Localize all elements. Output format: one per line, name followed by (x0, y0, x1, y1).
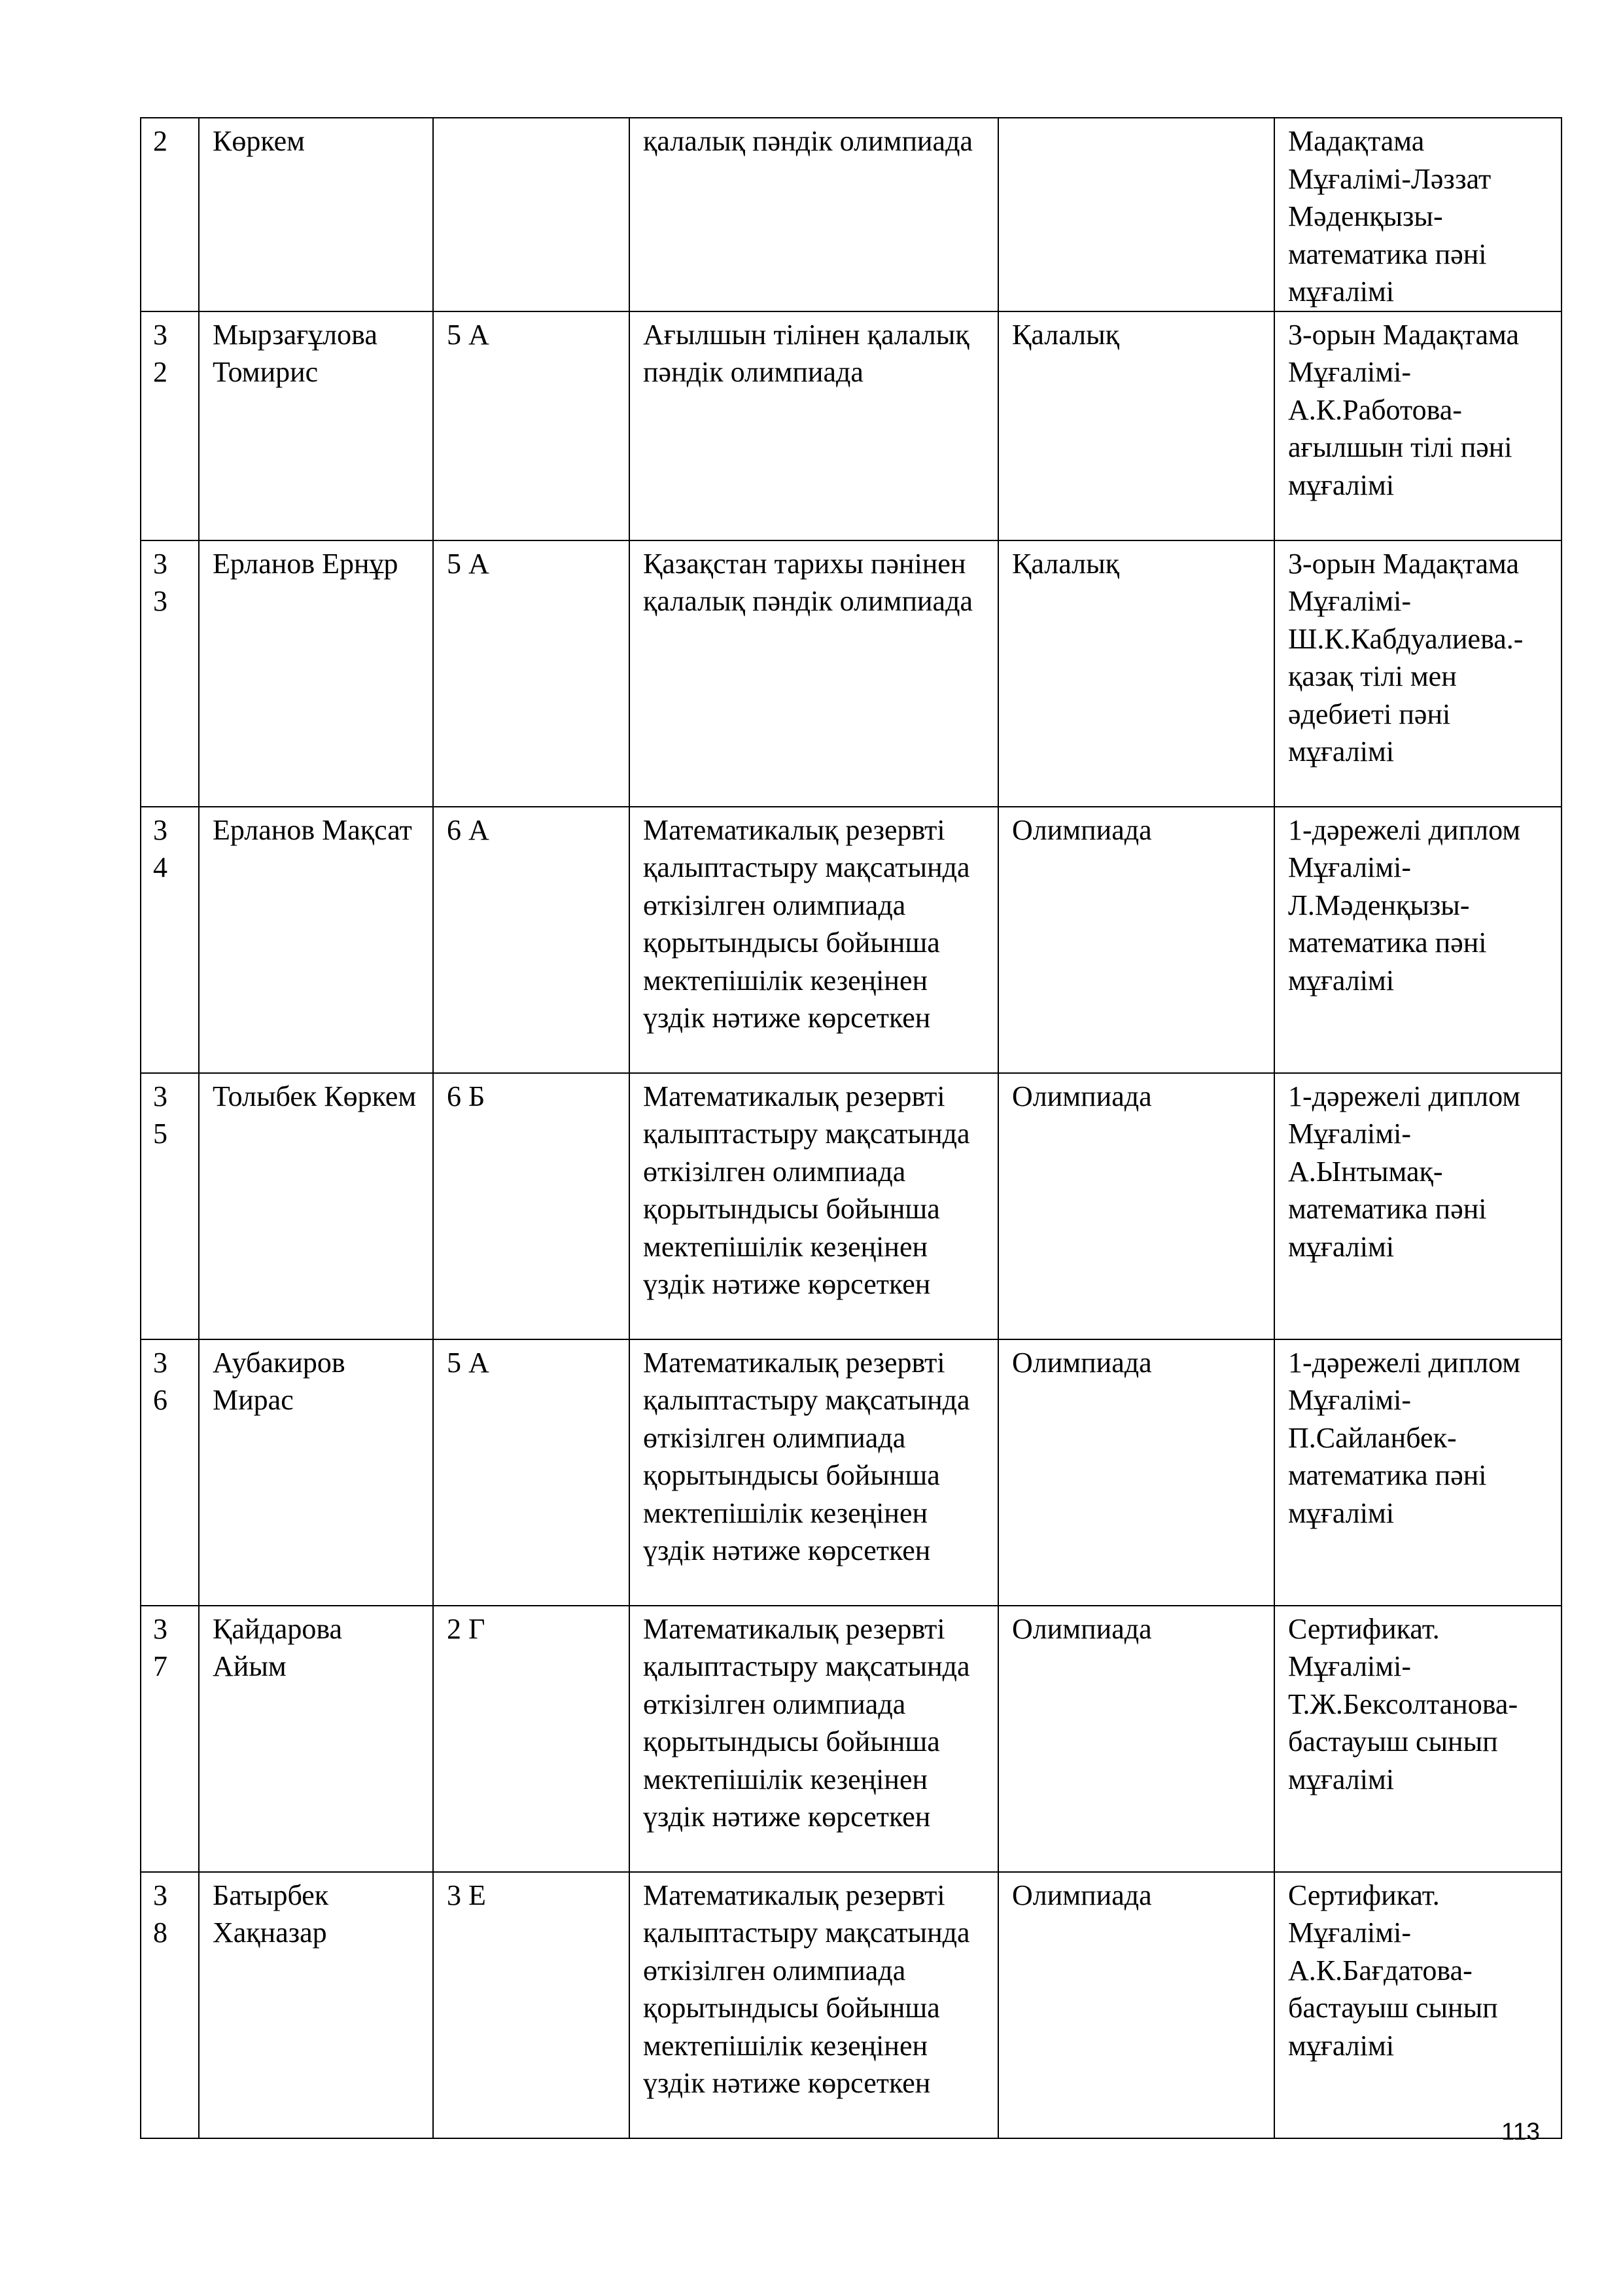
student-name-cell: Көркем (199, 118, 433, 311)
student-name-cell: Аубакиров Мирас (199, 1339, 433, 1606)
table-row (141, 540, 1562, 807)
class-cell: 5 А (433, 311, 629, 540)
table-row (141, 1606, 1562, 1872)
event-cell: Математикалық резервті қалыптастыру мақсатында өткізілген олимпиада қорытындысы бойынша мектепішілік кезеңінен үздік нәтиже көрсеткен (629, 1872, 998, 2138)
result-cell: 1-дәрежелі диплом Мұғалімі-Л.Мәденқызы-математика пәні мұғалімі (1274, 807, 1562, 1073)
level-cell: Олимпиада (998, 807, 1274, 1073)
row-number-digit: 8 (153, 1916, 167, 1949)
level-cell: Олимпиада (998, 1073, 1274, 1339)
row-number-digit: 3 (153, 1346, 167, 1379)
row-number-cell (141, 118, 199, 311)
row-number-digit: 4 (153, 851, 167, 883)
table-row (141, 807, 1562, 1073)
row-number-digit: 3 (153, 813, 167, 846)
row-number-digit: 3 (153, 585, 167, 617)
class-cell: 2 Г (433, 1606, 629, 1872)
table-row (141, 311, 1562, 540)
class-cell: 5 А (433, 1339, 629, 1606)
class-cell: 6 Б (433, 1073, 629, 1339)
student-name-cell: Батырбек Хақназар (199, 1872, 433, 2138)
event-cell: қалалық пәндік олимпиада (629, 118, 998, 311)
row-number-cell (141, 1073, 199, 1339)
class-cell (433, 118, 629, 311)
student-name-cell: Қайдарова Айым (199, 1606, 433, 1872)
page-number: 113 (1501, 2118, 1540, 2145)
event-cell: Математикалық резервті қалыптастыру мақсатында өткізілген олимпиада қорытындысы бойынша мектепішілік кезеңінен үздік нәтиже көрсеткен (629, 1073, 998, 1339)
level-cell: Олимпиада (998, 1339, 1274, 1606)
table-row (141, 1073, 1562, 1339)
event-cell: Қазақстан тарихы пәнінен қалалық пәндік олимпиада (629, 540, 998, 807)
result-cell: 3-орын Мадақтама Мұғалімі-А.К.Работова-ағылшын тілі пәні мұғалімі (1274, 311, 1562, 540)
result-cell: 1-дәрежелі диплом Мұғалімі-А.Ынтымақ-математика пәні мұғалімі (1274, 1073, 1562, 1339)
row-number-digit: 3 (153, 1612, 167, 1645)
table-row (141, 1872, 1562, 2138)
row-number-digit: 3 (153, 1879, 167, 1911)
class-cell: 6 А (433, 807, 629, 1073)
level-cell: Қалалық (998, 311, 1274, 540)
class-cell: 3 Е (433, 1872, 629, 2138)
row-number-cell (141, 311, 199, 540)
row-number-cell (141, 1872, 199, 2138)
level-cell: Олимпиада (998, 1872, 1274, 2138)
level-cell: Олимпиада (998, 1606, 1274, 1872)
level-cell (998, 118, 1274, 311)
student-name-cell: Толыбек Көркем (199, 1073, 433, 1339)
results-table (140, 117, 1562, 2139)
row-number-digit: 2 (153, 125, 167, 157)
row-number-digit: 7 (153, 1650, 167, 1682)
level-cell: Қалалық (998, 540, 1274, 807)
student-name-cell: Мырзағұлова Томирис (199, 311, 433, 540)
row-number-digit: 2 (153, 356, 167, 388)
row-number-digit: 3 (153, 547, 167, 580)
row-number-cell (141, 1339, 199, 1606)
row-number-cell (141, 807, 199, 1073)
row-number-digit: 3 (153, 1080, 167, 1112)
event-cell: Ағылшын тілінен қалалық пәндік олимпиада (629, 311, 998, 540)
event-cell: Математикалық резервті қалыптастыру мақсатында өткізілген олимпиада қорытындысы бойынша мектепішілік кезеңінен үздік нәтиже көрсеткен (629, 807, 998, 1073)
row-number-digit: 6 (153, 1384, 167, 1416)
result-cell: Мадақтама Мұғалімі-Ләззат Мәденқызы-математика пәні мұғалімі (1274, 118, 1562, 311)
result-cell: 3-орын Мадақтама Мұғалімі-Ш.К.Кабдуалиева.-қазақ тілі мен әдебиеті пәні мұғалімі (1274, 540, 1562, 807)
result-cell: Сертификат. Мұғалімі-А.К.Бағдатова-бастауыш сынып мұғалімі (1274, 1872, 1562, 2138)
event-cell: Математикалық резервті қалыптастыру мақсатында өткізілген олимпиада қорытындысы бойынша мектепішілік кезеңінен үздік нәтиже көрсеткен (629, 1606, 998, 1872)
table-row (141, 118, 1562, 311)
student-name-cell: Ерланов Мақсат (199, 807, 433, 1073)
result-cell: Сертификат. Мұғалімі-Т.Ж.Бексолтанова-бастауыш сынып мұғалімі (1274, 1606, 1562, 1872)
class-cell: 5 А (433, 540, 629, 807)
row-number-digit: 5 (153, 1118, 167, 1150)
row-number-digit: 3 (153, 318, 167, 351)
result-cell: 1-дәрежелі диплом Мұғалімі-П.Сайланбек-математика пәні мұғалімі (1274, 1339, 1562, 1606)
table-row (141, 1339, 1562, 1606)
row-number-cell (141, 1606, 199, 1872)
student-name-cell: Ерланов Ернұр (199, 540, 433, 807)
event-cell: Математикалық резервті қалыптастыру мақсатында өткізілген олимпиада қорытындысы бойынша мектепішілік кезеңінен үздік нәтиже көрсеткен (629, 1339, 998, 1606)
row-number-cell (141, 540, 199, 807)
